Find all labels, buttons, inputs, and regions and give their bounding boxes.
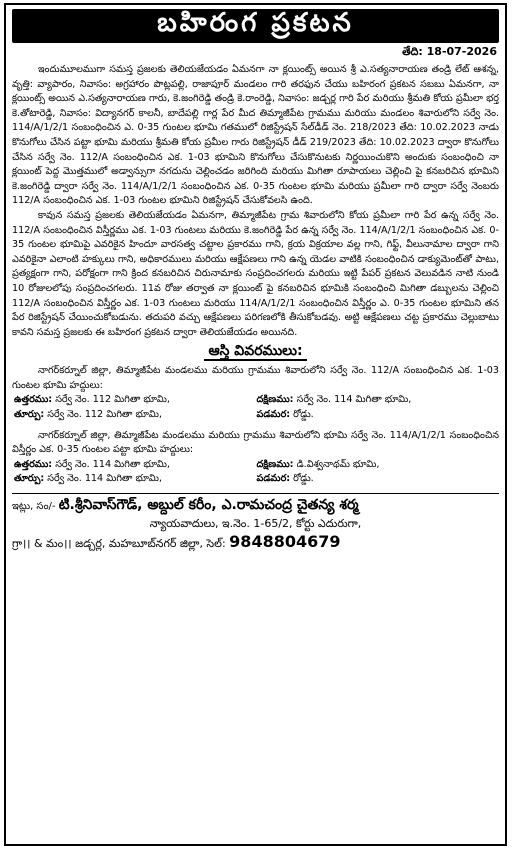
property-1-east: తూర్పు: సర్వే నెం. 112 మిగితా భూమి,: [14, 409, 162, 421]
property-2-north: ఉత్తరము: సర్వే నెం. 114 మిగితా భూమి,: [14, 458, 170, 470]
advocate-location: గ్రా।। & మం।। జడ్చర్ల, మహబూబ్‌నగర్ జిల్లా, సెల్:: [12, 537, 226, 551]
property-1-south: దక్షిణము: సర్వే నెం. 114 మిగితా భూమి,: [256, 394, 412, 406]
advocate-phone: 9848804679: [229, 532, 341, 552]
advocate-names: టి.శ్రీనివాస్‌గౌడ్, అబ్దుల్ కరీం, ఎ.రామచంద్ర చైతన్య శర్మ: [58, 497, 359, 514]
property-1-intro: నాగర్‌కర్నూల్ జిల్లా, తిమ్మాజీపేట మండలము మరియు గ్రామము శివారులోని సర్వే నెం. 112/A సంబంధించిన ఎక. 1-03 గుంటల భూమి హద్దులు:: [12, 365, 499, 391]
property-details-heading: [6, 343, 505, 362]
signature-prefix: ఇట్లు, సం/-: [12, 501, 56, 513]
notice-paragraph-2: కావున సమస్త ప్రజలకు తెలియజేయడం ఏమనగా, తిమ్మాజీపేట గ్రామ శివారులోని కోయ ప్రమీలా గారి పేర ఉన్న సర్వే నెం. 112/A సంబంధించిన విస్తీర్ణము ఎక. 1-03 గుంటలు మరియు కె.జంగిరెడ్డి పేర ఉన్న సర్వే నెం. 114/A/1/2/1 సంబంధించిన ఎక. 0-35 గుంటల భూమిపై ఎవరికైన హిందూ వారసత్వ చట్టాల ప్రకారము గాని, క్రయ విక్రయాల వల్ల గాని, గిఫ్ట్, వీలునామాల ద్వారా గాని ఎవరికైనా ఎలాంటి హక్కులు గాని, అధికారములు మరియు ఆక్షేపణలు గాని ఉన్న యెడల వాటికి సంబంధించిన డాక్యుమెంట్‌తో పాటు, ప్రత్యక్షంగా గాని, పరోక్షంగా గాని క్రింద కనబరిచిన చిరునామాకు సంప్రదించగలరు మరియు ఇట్టి పేపర్ ప్రకటన వెలువడిన నాటి నుండి 10 రోజులలోపు సంప్రదించగలరు. 11వ రోజు తర్వాత నా క్లయింట్ పై కనబరిచిన భూమికి సంబంధించి మిగితా డబ్బులను చెల్లించి 112/A సంబంధించిన విస్తీర్ణం ఎక. 1-03 గుంటలు మరియు 114/A/1/2/1 సంబంధించిన విస్తీర్ణం ఎ. 0-35 గుంటల భూమిని తన పేర రిజిస్ట్రేషన్ చేయించుకోబడును. తదుపరి వచ్చు ఆక్షేపణలు పరిగణలోకి తీసుకోబడవు. అట్టి ఆక్షేపణలు చట్ట ప్రకారము చెల్లుబాటు కావని సమస్త ప్రజలకు ఈ బహిరంగ ప్రకటన ద్వారా తెలియజేయడం అయినది.: [12, 209, 499, 338]
property-1-north: ఉత్తరము: సర్వే నెం. 112 మిగితా భూమి,: [14, 394, 170, 406]
property-1-boundaries: [6, 393, 505, 422]
property-2-intro: నాగర్‌కర్నూల్ జిల్లా, తిమ్మాజీపేట మండలము మరియు గ్రామము శివారులోని భూమి సర్వే నెం. 114/A/1/2/1 సంబంధించిన విస్తీర్ణం ఎక. 0-35 గుంటల పట్టా భూమి హద్దులు:: [12, 429, 499, 456]
notice-frame: [4, 3, 507, 846]
property-2-west: పడమర: రోడ్డు.: [256, 473, 314, 485]
property-2-south: దక్షిణము: డి.విశ్వనాథమ్ భూమి,: [256, 458, 380, 470]
advocate-location-line: [6, 533, 505, 553]
property-details-title: ఆస్తి వివరములు:: [204, 343, 306, 361]
notice-paragraph-1: ఇందుమూలముగా సమస్త ప్రజలకు తెలియజేయడం ఏమనగా నా క్లయింట్స్ అయిన శ్రీ ఎ.సత్యనారాయణ తండ్రి లేట్ ఆశన్న, వృత్తి: వ్యాపారం, నివాసం: అగ్రహారం పొట్లపల్లి, రాజాపూర్ మండలం గారి తరఫున చేయు బహిరంగ ప్రకటన సబబు ఏమనగా, నా క్లయింట్స్ అయిన ఎ.సత్యనారాయణ గారు, కె.జంగిరెడ్డి తండ్రి కె.రాంరెడ్డి, నివాసం: జడ్చర్ల గారి పేర మరియు శ్రీమతి కోయ ప్రమీలా భర్త కె.తోటారెడ్డి, నివాసం: విద్యానగర్ కాలనీ, బాదేపల్లి గార్ల పేర మీద తిమ్మాజీపేట గ్రామము మరియు మండలం శివారులోని సర్వే నెం. 114/A/1/2/1 సంబంధించిన ఎ. 0-35 గుంటల భూమి గతములో రిజిస్ట్రేషన్ సేల్‌డీడ్ నెం. 218/2023 తేది: 10.02.2023 నాడు కొనుగోలు చేసిన పట్టా భూమి మరియు శ్రీమతి కోయ ప్రమీల గారు రిజిస్ట్రేషన్ డీడ్ 219/2023 తేది: 10.02.2023 ద్వారా కొనుగోలు చేసిన సర్వే నెం. 112/A సంబంధించిన ఎక. 1-03 భూమిని కొనుగోలు చేసుకొనుటకు నిర్ణయించుకొని అందుకు సంబంధించి నా క్లయింట్ పెద్ద మొత్తములో అడ్వాన్సుగా నగదును చెల్లించడం జరిగింది మరియు మిగితా రూపాయలు చెల్లించి పై కనబరిచిన భూమిని కె.జంగిరెడ్డి ద్వారా సర్వే నెం. 114/A/1/2/1 సంబంధించిన ఎక. 0-35 గుంటల భూమి మరియు ప్రమీలా గారి ద్వారా సర్వే నెంబరు 112/A సంబంధించిన ఎక. 1-03 గుంటల భూమిని రిజిస్ట్రేషన్ చేసుకోవలసి ఉంది.: [12, 64, 499, 207]
signature-divider: [12, 493, 499, 494]
property-2-boundaries: [6, 458, 505, 487]
property-2-east: తూర్పు: సర్వే నెం. 114 మిగితా భూమి,: [14, 473, 162, 485]
signature-names-line: [6, 497, 505, 515]
advocate-address: న్యాయవాదులు, ఇ.నెం. 1-65/2, కోర్టు ఎదురుగా,: [149, 517, 362, 531]
notice-date: తేది: 18-07-2026: [402, 45, 497, 58]
property-1-west: పడమర: రోడ్డు.: [256, 409, 314, 421]
notice-title: బహిరంగ ప్రకటన: [12, 9, 499, 43]
